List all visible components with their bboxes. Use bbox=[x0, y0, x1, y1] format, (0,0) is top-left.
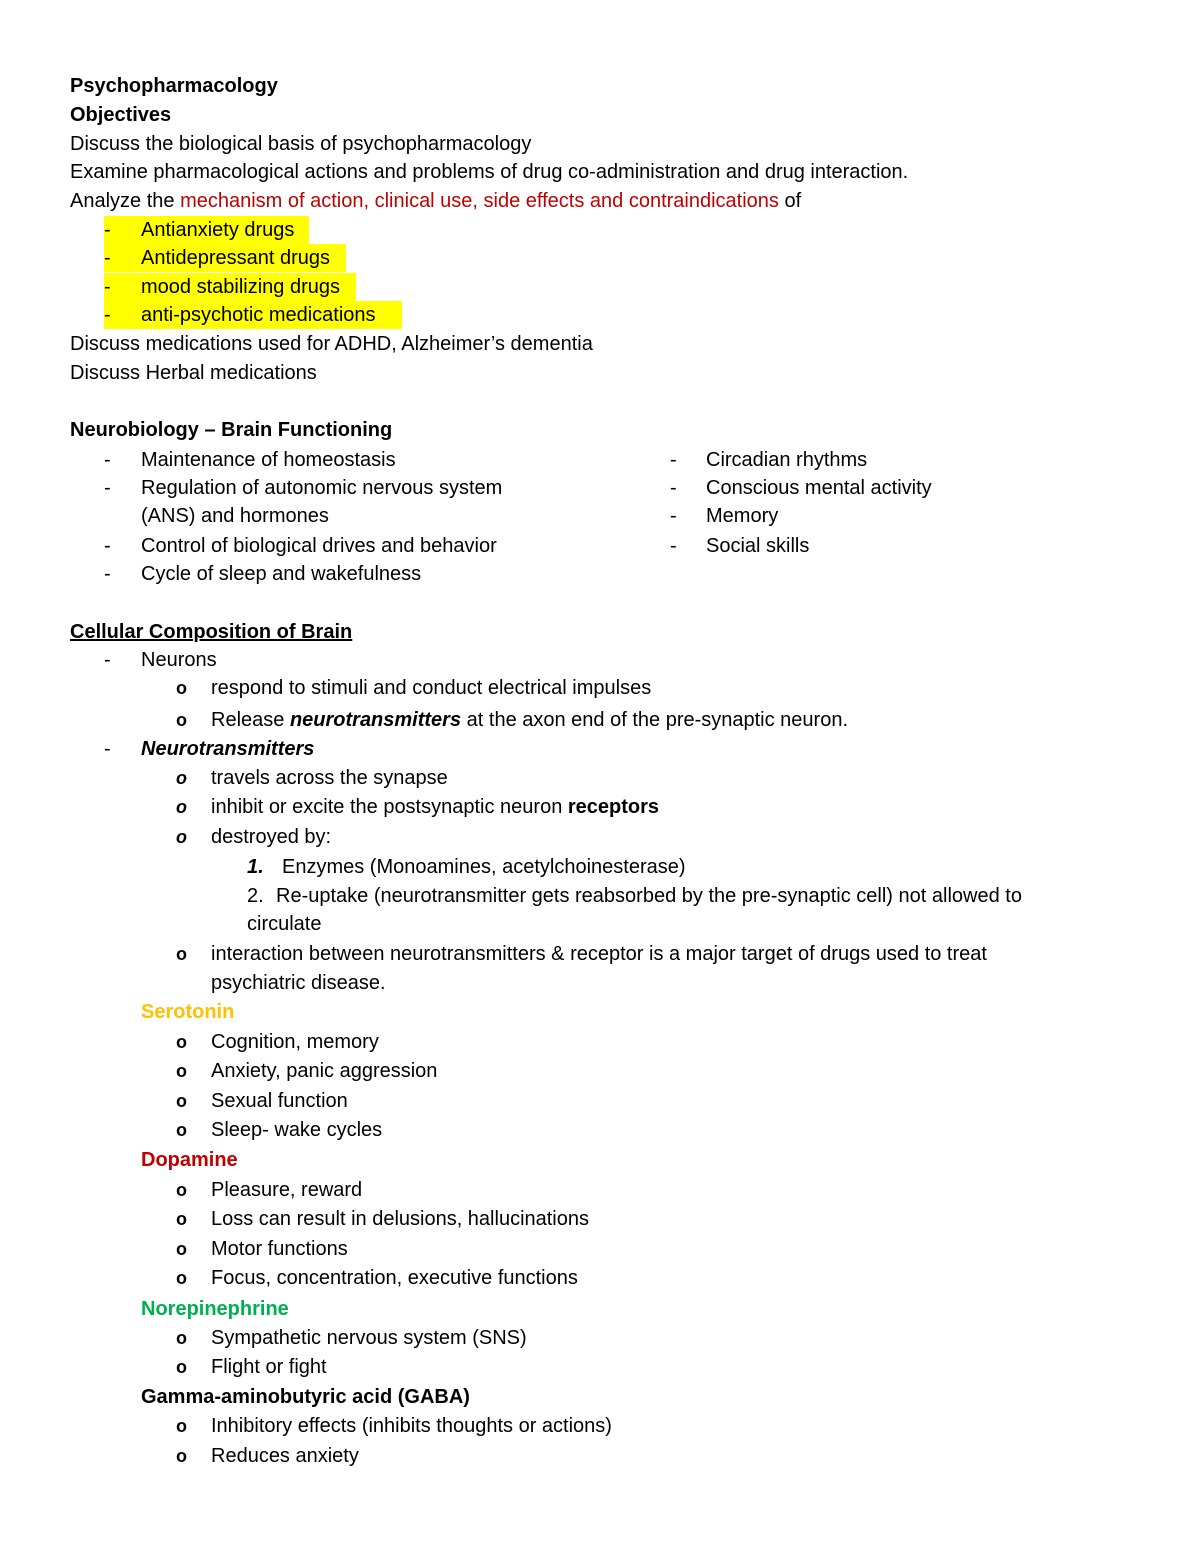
objective-line: Discuss medications used for ADHD, Alzheimer’s dementia bbox=[70, 333, 593, 355]
norepinephrine-heading: Norepinephrine bbox=[141, 1298, 289, 1320]
term-emphasis: neurotransmitters bbox=[289, 709, 462, 731]
dash-bullet: - bbox=[104, 563, 111, 585]
term-bold: receptors bbox=[567, 796, 660, 818]
circle-bullet: o bbox=[176, 1180, 187, 1200]
list-number: 1. bbox=[247, 856, 264, 878]
circle-bullet: o bbox=[176, 1120, 187, 1140]
list-item: Sexual function bbox=[211, 1090, 348, 1112]
list-item bbox=[211, 706, 848, 734]
list-item: Pleasure, reward bbox=[211, 1179, 363, 1201]
dopamine-heading: Dopamine bbox=[141, 1149, 238, 1171]
dash-bullet: - bbox=[104, 738, 111, 760]
analyze-prefix: Analyze the bbox=[70, 190, 181, 212]
list-item: Inhibitory effects (inhibits thoughts or actions) bbox=[211, 1415, 612, 1437]
circle-bullet: o bbox=[176, 710, 187, 730]
objectives-heading: Objectives bbox=[70, 104, 172, 126]
circle-bullet: o bbox=[176, 1239, 187, 1259]
drug-item-text: Antidepressant drugs bbox=[141, 247, 331, 269]
text-run: Release bbox=[211, 709, 290, 731]
objective-line: Discuss Herbal medications bbox=[70, 362, 317, 384]
list-item: Loss can result in delusions, hallucinations bbox=[211, 1208, 589, 1230]
neuro-heading: Neurobiology – Brain Functioning bbox=[70, 419, 393, 441]
dash-bullet: - bbox=[670, 505, 677, 527]
dash-bullet: - bbox=[104, 449, 111, 471]
serotonin-heading: Serotonin bbox=[141, 1001, 235, 1023]
drug-item bbox=[104, 216, 309, 244]
list-item: interaction between neurotransmitters & receptor is a major target of drugs used to treat bbox=[211, 943, 987, 965]
circle-bullet: o bbox=[176, 1268, 187, 1288]
neuro-item: Cycle of sleep and wakefulness bbox=[141, 563, 422, 585]
drug-item bbox=[104, 273, 356, 301]
gaba-heading: Gamma-aminobutyric acid (GABA) bbox=[141, 1386, 470, 1408]
drug-item-text: Antianxiety drugs bbox=[141, 219, 295, 241]
circle-bullet: o bbox=[176, 1416, 187, 1436]
list-number: 2. bbox=[247, 885, 264, 907]
circle-bullet: o bbox=[176, 944, 187, 964]
neuro-item-cont: (ANS) and hormones bbox=[141, 505, 329, 527]
neurons-label: Neurons bbox=[141, 649, 217, 671]
analyze-line bbox=[70, 187, 801, 215]
analyze-suffix: of bbox=[778, 190, 802, 212]
text-run: inhibit or excite the postsynaptic neuron bbox=[211, 796, 568, 818]
list-item: Motor functions bbox=[211, 1238, 348, 1260]
list-item: Reduces anxiety bbox=[211, 1445, 359, 1467]
circle-bullet: o bbox=[176, 827, 187, 847]
list-item bbox=[211, 793, 659, 821]
circle-bullet: o bbox=[176, 1091, 187, 1111]
neuro-item: Memory bbox=[706, 505, 779, 527]
objective-line: Discuss the biological basis of psychopharmacology bbox=[70, 133, 532, 155]
neuro-item: Conscious mental activity bbox=[706, 477, 932, 499]
list-item: Sympathetic nervous system (SNS) bbox=[211, 1327, 527, 1349]
objective-line: Examine pharmacological actions and problems of drug co-administration and drug interaction. bbox=[70, 161, 909, 183]
neuro-item: Control of biological drives and behavior bbox=[141, 535, 497, 557]
list-item: Flight or fight bbox=[211, 1356, 327, 1378]
drug-item-text: anti-psychotic medications bbox=[141, 304, 376, 326]
neurotransmitters-label: Neurotransmitters bbox=[141, 738, 315, 760]
circle-bullet: o bbox=[176, 1446, 187, 1466]
dash-bullet: - bbox=[104, 247, 111, 269]
dash-bullet: - bbox=[104, 304, 111, 326]
neuro-item: Maintenance of homeostasis bbox=[141, 449, 396, 471]
circle-bullet: o bbox=[176, 1032, 187, 1052]
circle-bullet: o bbox=[176, 768, 187, 788]
neuro-item: Circadian rhythms bbox=[706, 449, 868, 471]
list-item: Anxiety, panic aggression bbox=[211, 1060, 438, 1082]
dash-bullet: - bbox=[104, 219, 111, 241]
list-item: travels across the synapse bbox=[211, 767, 448, 789]
dash-bullet: - bbox=[104, 649, 111, 671]
page-title: Psychopharmacology bbox=[70, 75, 278, 97]
circle-bullet: o bbox=[176, 678, 187, 698]
dash-bullet: - bbox=[670, 535, 677, 557]
analyze-highlight: mechanism of action, clinical use, side effects and contraindications bbox=[180, 190, 779, 212]
circle-bullet: o bbox=[176, 1328, 187, 1348]
dash-bullet: - bbox=[104, 276, 111, 298]
list-item: Sleep- wake cycles bbox=[211, 1119, 383, 1141]
circle-bullet: o bbox=[176, 1357, 187, 1377]
numbered-item: Enzymes (Monoamines, acetylchoinesterase) bbox=[282, 856, 686, 878]
list-item: Focus, concentration, executive functions bbox=[211, 1267, 578, 1289]
neuro-item: Social skills bbox=[706, 535, 810, 557]
text-run: at the axon end of the pre-synaptic neuron. bbox=[461, 709, 849, 731]
circle-bullet: o bbox=[176, 797, 187, 817]
dash-bullet: - bbox=[670, 449, 677, 471]
dash-bullet: - bbox=[104, 535, 111, 557]
neuro-item: Regulation of autonomic nervous system bbox=[141, 477, 503, 499]
drug-item bbox=[104, 244, 346, 272]
dash-bullet: - bbox=[104, 477, 111, 499]
list-item: destroyed by: bbox=[211, 826, 332, 848]
drug-item bbox=[104, 301, 402, 329]
list-item-cont: psychiatric disease. bbox=[211, 972, 386, 994]
numbered-item-cont: circulate bbox=[247, 913, 322, 935]
cell-heading: Cellular Composition of Brain bbox=[70, 621, 353, 643]
circle-bullet: o bbox=[176, 1209, 187, 1229]
circle-bullet: o bbox=[176, 1061, 187, 1081]
list-item: Cognition, memory bbox=[211, 1031, 379, 1053]
list-item: respond to stimuli and conduct electrical impulses bbox=[211, 677, 652, 699]
drug-item-text: mood stabilizing drugs bbox=[141, 276, 340, 298]
dash-bullet: - bbox=[670, 477, 677, 499]
numbered-item: Re-uptake (neurotransmitter gets reabsorbed by the pre-synaptic cell) not allowed to bbox=[276, 885, 1022, 907]
